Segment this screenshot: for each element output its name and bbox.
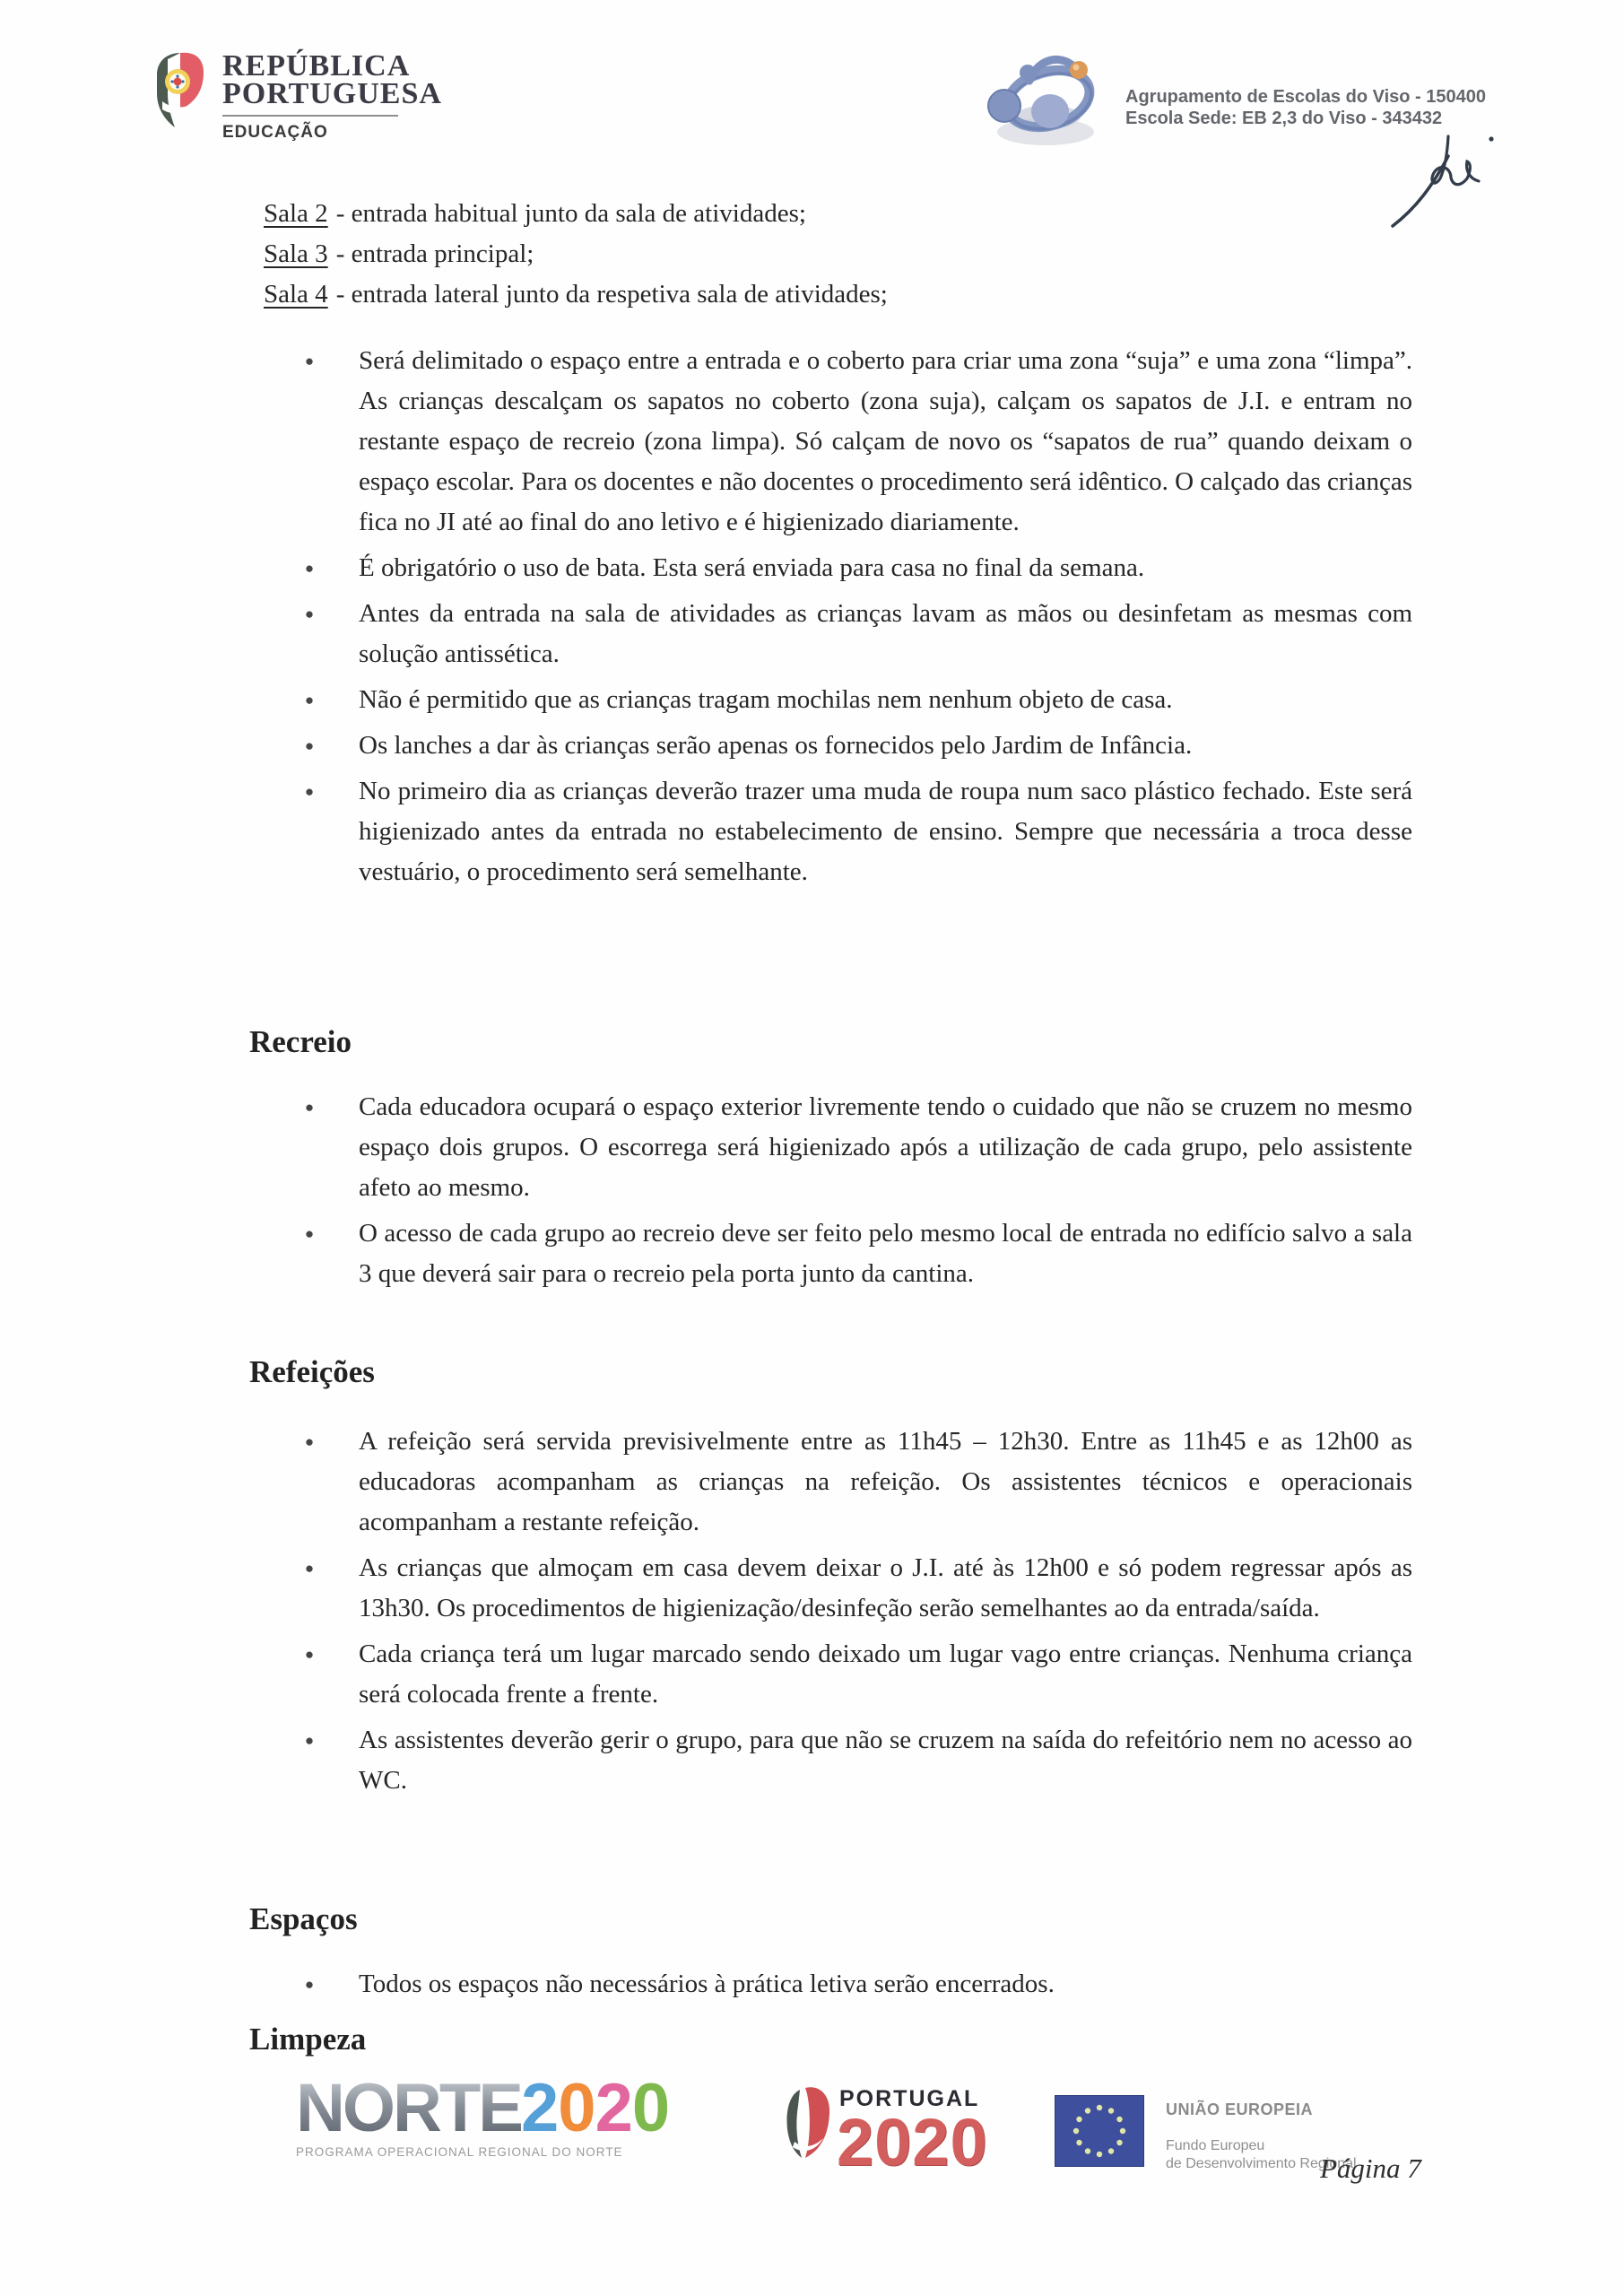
eu-flag-icon bbox=[1055, 2095, 1144, 2167]
sala-line bbox=[264, 234, 888, 274]
gov-logo-title-line2: PORTUGUESA bbox=[222, 77, 442, 110]
norte2020-digit: 2 bbox=[595, 2070, 632, 2146]
page-number: Página 7 bbox=[1320, 2152, 1421, 2184]
list-item bbox=[249, 594, 1412, 674]
gov-logo-title-line1: REPÚBLICA bbox=[222, 49, 411, 83]
bullet-text: Cada criança terá um lugar marcado sendo deixado um lugar vago entre crianças. Nenhuma criança será colocada frente a frente. bbox=[359, 1639, 1412, 1709]
list-item bbox=[249, 548, 1412, 588]
sala-desc: - entrada lateral junto da respetiva sala de atividades; bbox=[335, 280, 888, 309]
list-item bbox=[249, 1548, 1412, 1629]
norte2020-year bbox=[521, 2070, 670, 2146]
bullet-text: A refeição será servida previsivelmente entre as 11h45 – 12h30. Entre as 11h45 e as 12h00 as educadoras acompanham as crianças na refeição. Os assistentes técnicos e operacionais acompanham a restante refeição. bbox=[359, 1427, 1412, 1536]
sala-entry-list bbox=[264, 194, 888, 315]
bullet-icon: ● bbox=[304, 1646, 315, 1663]
sala-label: Sala 4 bbox=[264, 280, 328, 309]
portugal-flag-icon bbox=[153, 50, 207, 129]
list-item bbox=[249, 771, 1412, 892]
sala-desc: - entrada principal; bbox=[335, 239, 534, 268]
bullet-text: O acesso de cada grupo ao recreio deve ser feito pelo mesmo local de entrada no edifício salvo a sala 3 que deverá sair para o recreio pela porta junto da cantina. bbox=[359, 1219, 1412, 1288]
norte2020-logo bbox=[296, 2070, 670, 2159]
section-title-refeicoes: Refeições bbox=[249, 1354, 375, 1389]
portugal2020-flag-icon bbox=[782, 2086, 832, 2160]
section-title-recreio: Recreio bbox=[249, 1024, 352, 1059]
gov-logo-department: EDUCAÇÃO bbox=[222, 123, 328, 142]
bullet-text: Cada educadora ocupará o espaço exterior livremente tendo o cuidado que não se cruzem no mesmo espaço dois grupos. O escorrega será higienizado após a utilização de cada grupo, pelo assistente afeto ao mesmo. bbox=[359, 1092, 1412, 1202]
eu-union-label: UNIÃO EUROPEIA bbox=[1166, 2100, 1314, 2118]
school-name-block bbox=[1125, 86, 1486, 129]
list-item bbox=[249, 1087, 1412, 1208]
eu-fund-line2: de Desenvolvimento Regional bbox=[1166, 2156, 1357, 2171]
bullet-icon: ● bbox=[304, 1433, 315, 1450]
bullet-text: Antes da entrada na sala de atividades as crianças lavam as mãos ou desinfetam as mesmas com solução antissética. bbox=[359, 599, 1412, 668]
list-item bbox=[249, 1422, 1412, 1543]
bullet-icon: ● bbox=[304, 783, 315, 800]
eu-fund-line1: Fundo Europeu bbox=[1166, 2138, 1265, 2153]
sala-line bbox=[264, 274, 888, 315]
recreio-bullet-list bbox=[249, 1087, 1412, 1300]
norte2020-digit: 2 bbox=[521, 2070, 559, 2146]
list-item bbox=[249, 1213, 1412, 1294]
sala-label: Sala 3 bbox=[264, 239, 328, 268]
bullet-icon: ● bbox=[304, 605, 315, 622]
section-title-limpeza: Limpeza bbox=[249, 2022, 367, 2057]
norte2020-digit: 0 bbox=[558, 2070, 595, 2146]
bullet-text: No primeiro dia as crianças deverão trazer uma muda de roupa num saco plástico fechado. Este será higienizado antes da entrada no estabelecimento de ensino. Sempre que necessária a troca desse vestuário, o procedimento será semelhante. bbox=[359, 777, 1412, 886]
school-name-line1: Agrupamento de Escolas do Viso - 150400 bbox=[1125, 87, 1486, 107]
bullet-icon: ● bbox=[304, 691, 315, 709]
signature-mark bbox=[1384, 126, 1505, 238]
gov-logo-divider bbox=[222, 115, 398, 117]
bullet-icon: ● bbox=[304, 737, 315, 754]
norte2020-wordmark: NORTE bbox=[296, 2070, 521, 2146]
portugal2020-year: 2020 bbox=[837, 2105, 988, 2179]
list-item bbox=[249, 680, 1412, 720]
norte2020-digit: 0 bbox=[631, 2070, 670, 2146]
bullet-icon: ● bbox=[304, 560, 315, 577]
bullet-icon: ● bbox=[304, 1976, 315, 1993]
bullet-text: As assistentes deverão gerir o grupo, para que não se cruzem na saída do refeitório nem no acesso ao WC. bbox=[359, 1726, 1412, 1795]
entrada-bullet-list bbox=[249, 341, 1412, 898]
bullet-text: Todos os espaços não necessários à prática letiva serão encerrados. bbox=[359, 1970, 1055, 1998]
bullet-text: Não é permitido que as crianças tragam mochilas nem nenhum objeto de casa. bbox=[359, 685, 1173, 714]
list-item bbox=[249, 1720, 1412, 1801]
section-title-espacos: Espaços bbox=[249, 1901, 358, 1936]
school-logo bbox=[985, 45, 1115, 157]
norte2020-tagline: PROGRAMA OPERACIONAL REGIONAL DO NORTE bbox=[296, 2145, 623, 2159]
list-item bbox=[249, 1634, 1412, 1715]
refeicoes-bullet-list bbox=[249, 1422, 1412, 1806]
bullet-text: Os lanches a dar às crianças serão apenas os fornecidos pelo Jardim de Infância. bbox=[359, 731, 1193, 760]
portugal2020-country-label: PORTUGAL bbox=[839, 2086, 980, 2111]
sala-desc: - entrada habitual junto da sala de atividades; bbox=[335, 199, 806, 228]
list-item bbox=[249, 1964, 1412, 2005]
espacos-bullet-list bbox=[249, 1964, 1412, 2010]
school-emblem-icon bbox=[985, 45, 1115, 152]
bullet-icon: ● bbox=[304, 1225, 315, 1242]
school-name-line2: Escola Sede: EB 2,3 do Viso - 343432 bbox=[1125, 109, 1443, 128]
sala-label: Sala 2 bbox=[264, 199, 328, 228]
list-item bbox=[249, 341, 1412, 543]
list-item bbox=[249, 726, 1412, 766]
bullet-icon: ● bbox=[304, 1560, 315, 1577]
bullet-text: É obrigatório o uso de bata. Esta será enviada para casa no final da semana. bbox=[359, 553, 1145, 582]
bullet-text: Será delimitado o espaço entre a entrada e o coberto para criar uma zona “suja” e uma zona “limpa”. As crianças descalçam os sapatos no coberto (zona suja), calçam os sapatos de J.I. e entram no restante espaço de recreio (zona limpa). Só calçam de novo os “sapatos de rua” quando deixam o espaço escolar. Para os docentes e não docentes o procedimento será idêntico. O calçado das crianças fica no JI até ao final do ano letivo e é higienizado diariamente. bbox=[359, 346, 1412, 536]
bullet-icon: ● bbox=[304, 1099, 315, 1116]
bullet-icon: ● bbox=[304, 352, 315, 370]
bullet-icon: ● bbox=[304, 1732, 315, 1749]
sala-line bbox=[264, 194, 888, 234]
bullet-text: As crianças que almoçam em casa devem deixar o J.I. até às 12h00 e só podem regressar após as 13h30. Os procedimentos de higienização/desinfeção serão semelhantes ao da entrada/saída. bbox=[359, 1553, 1412, 1622]
